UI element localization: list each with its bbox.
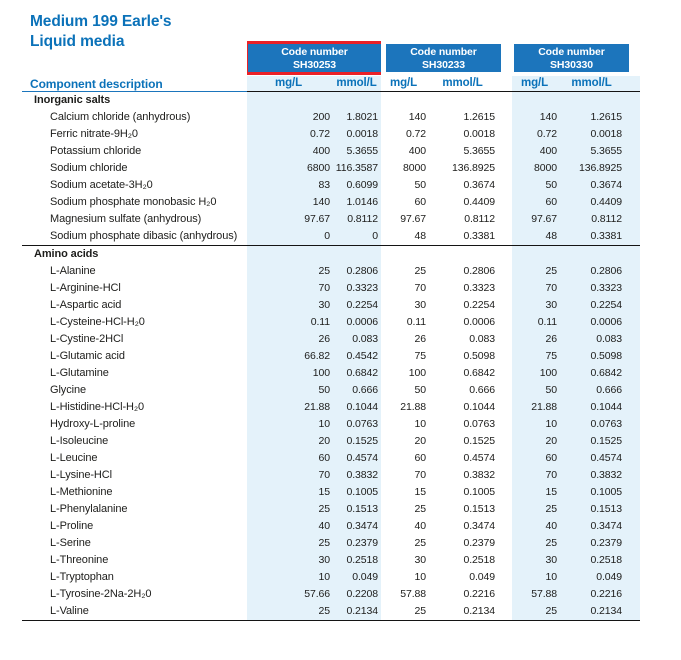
table-row <box>22 109 640 126</box>
value-cell: 0.1525 <box>561 433 640 450</box>
value-cell: 0.2254 <box>335 297 381 314</box>
value-cell: 0.0018 <box>463 128 495 140</box>
value-cell: 0.1044 <box>463 401 495 413</box>
value-cell: 60 <box>247 450 335 467</box>
value-cell: 25 <box>512 535 561 552</box>
component-name: Potassium chloride <box>50 145 142 157</box>
value-cell: 0.11 <box>247 314 335 331</box>
table-row <box>22 382 640 399</box>
component-name: L-Isoleucine <box>50 435 109 447</box>
value-cell: 0.1513 <box>463 503 495 515</box>
value-cell: 0.5098 <box>561 348 640 365</box>
value-cell: 50 <box>512 382 561 399</box>
value-cell: 30 <box>414 299 426 311</box>
table-row <box>22 603 640 621</box>
component-name: L-Serine <box>50 537 91 549</box>
value-cell: 0.0006 <box>561 314 640 331</box>
value-cell: 0.2518 <box>335 552 381 569</box>
value-cell: 10 <box>512 569 561 586</box>
value-cell: 50 <box>247 382 335 399</box>
table-row <box>22 535 640 552</box>
value-cell: 25 <box>414 537 426 549</box>
value-cell: 21.88 <box>247 399 335 416</box>
value-cell: 0.3674 <box>561 177 640 194</box>
value-cell: 20 <box>414 435 426 447</box>
value-cell: 5.3655 <box>561 143 640 160</box>
unit-header-row <box>22 76 640 92</box>
value-cell: 25 <box>414 503 426 515</box>
table-row <box>22 586 640 603</box>
value-cell: 25 <box>247 263 335 280</box>
value-cell: 0.2806 <box>463 265 495 277</box>
value-cell: 21.88 <box>400 401 426 413</box>
value-cell: 0.2379 <box>463 537 495 549</box>
section-band-cell <box>335 92 381 109</box>
value-cell: 100 <box>408 367 426 379</box>
value-cell: 83 <box>247 177 335 194</box>
table-row <box>22 552 640 569</box>
value-cell: 0.666 <box>469 384 495 396</box>
table-row <box>22 484 640 501</box>
value-cell: 0.3474 <box>335 518 381 535</box>
value-cell: 25 <box>512 501 561 518</box>
value-cell: 0.0018 <box>561 126 640 143</box>
value-cell: 25 <box>247 501 335 518</box>
value-cell: 57.88 <box>400 588 426 600</box>
component-name: Ferric nitrate-9H₂0 <box>50 128 138 140</box>
value-cell: 0.6842 <box>561 365 640 382</box>
section-band-cell <box>247 246 335 263</box>
section-band-cell <box>335 246 381 263</box>
value-cell: 116.3587 <box>335 160 381 177</box>
table-row <box>22 365 640 382</box>
value-cell: 5.3655 <box>335 143 381 160</box>
value-cell: 0.2134 <box>463 605 495 617</box>
value-cell: 1.8021 <box>335 109 381 126</box>
value-cell: 0.0006 <box>463 316 495 328</box>
value-cell: 0.1525 <box>335 433 381 450</box>
section-band-cell <box>381 246 430 263</box>
value-cell: 1.2615 <box>463 111 495 123</box>
value-cell: 0.11 <box>406 316 426 328</box>
value-cell: 40 <box>414 520 426 532</box>
page-title-line2: Liquid media <box>30 33 125 50</box>
value-cell: 100 <box>247 365 335 382</box>
component-name: L-Phenylalanine <box>50 503 128 515</box>
component-name: Sodium phosphate dibasic (anhydrous) <box>50 230 238 242</box>
value-cell: 26 <box>414 333 426 345</box>
value-cell: 15 <box>512 484 561 501</box>
table-row <box>22 348 640 365</box>
value-cell: 0.3381 <box>561 228 640 245</box>
value-cell: 0.2518 <box>561 552 640 569</box>
value-cell: 0.1005 <box>463 486 495 498</box>
table-row <box>22 211 640 228</box>
value-cell: 1.2615 <box>561 109 640 126</box>
value-cell: 70 <box>247 280 335 297</box>
value-cell: 0.2379 <box>561 535 640 552</box>
value-cell: 0.4409 <box>561 194 640 211</box>
value-cell: 70 <box>414 469 426 481</box>
value-cell: 97.67 <box>512 211 561 228</box>
value-cell: 60 <box>414 452 426 464</box>
table-row <box>22 433 640 450</box>
value-cell: 0.666 <box>335 382 381 399</box>
value-cell: 10 <box>512 416 561 433</box>
value-cell: 140 <box>408 111 426 123</box>
value-cell: 0.2208 <box>335 586 381 603</box>
unit-header: mg/L <box>381 76 430 92</box>
value-cell: 136.8925 <box>561 160 640 177</box>
value-cell: 40 <box>512 518 561 535</box>
value-cell: 60 <box>512 194 561 211</box>
value-cell: 0.8112 <box>335 211 381 228</box>
value-cell: 0.2134 <box>335 603 381 620</box>
unit-header: mmol/L <box>430 76 512 92</box>
value-cell: 57.88 <box>512 586 561 603</box>
code-number-value: SH30233 <box>421 58 466 71</box>
component-name: L-Alanine <box>50 265 96 277</box>
unit-header: mmol/L <box>561 76 640 92</box>
value-cell: 0.72 <box>247 126 335 143</box>
table-row <box>22 314 640 331</box>
table-row <box>22 194 640 211</box>
value-cell: 0.2518 <box>463 554 495 566</box>
value-cell: 6800 <box>247 160 335 177</box>
value-cell: 48 <box>512 228 561 245</box>
value-cell: 26 <box>247 331 335 348</box>
value-cell: 8000 <box>512 160 561 177</box>
section-band-cell <box>430 92 512 109</box>
value-cell: 400 <box>512 143 561 160</box>
value-cell: 0.1513 <box>561 501 640 518</box>
value-cell: 66.82 <box>247 348 335 365</box>
value-cell: 70 <box>247 467 335 484</box>
value-cell: 0.3474 <box>561 518 640 535</box>
table-row <box>22 399 640 416</box>
component-name: L-Aspartic acid <box>50 299 122 311</box>
value-cell: 8000 <box>403 162 426 174</box>
section-band-cell <box>512 246 561 263</box>
value-cell: 50 <box>414 179 426 191</box>
component-name: L-Valine <box>50 605 89 617</box>
section-band-cell <box>430 246 512 263</box>
value-cell: 0.2254 <box>561 297 640 314</box>
value-cell: 30 <box>247 297 335 314</box>
value-cell: 50 <box>512 177 561 194</box>
value-cell: 0.5098 <box>463 350 495 362</box>
value-cell: 0.0763 <box>463 418 495 430</box>
value-cell: 10 <box>414 418 426 430</box>
value-cell: 0.049 <box>469 571 495 583</box>
component-name: L-Lysine-HCl <box>50 469 112 481</box>
value-cell: 0.3674 <box>463 179 495 191</box>
value-cell: 0.666 <box>561 382 640 399</box>
component-name: Sodium acetate-3H₂0 <box>50 179 153 191</box>
value-cell: 40 <box>247 518 335 535</box>
value-cell: 0.4409 <box>463 196 495 208</box>
section-row <box>22 92 640 109</box>
value-cell: 0.2216 <box>561 586 640 603</box>
table-row <box>22 501 640 518</box>
table-row <box>22 331 640 348</box>
section-band-cell <box>247 92 335 109</box>
section-band-cell <box>561 92 640 109</box>
value-cell: 0.6099 <box>335 177 381 194</box>
value-cell: 25 <box>512 263 561 280</box>
value-cell: 0 <box>335 228 381 245</box>
component-name: L-Cystine-2HCl <box>50 333 124 345</box>
component-name: L-Methionine <box>50 486 113 498</box>
section-title: Inorganic salts <box>34 94 111 106</box>
component-name: Magnesium sulfate (anhydrous) <box>50 213 202 225</box>
table-row <box>22 177 640 194</box>
component-name: Sodium chloride <box>50 162 128 174</box>
value-cell: 0.1044 <box>335 399 381 416</box>
value-cell: 0.3832 <box>561 467 640 484</box>
value-cell: 30 <box>512 552 561 569</box>
value-cell: 0.4574 <box>335 450 381 467</box>
value-cell: 0.3832 <box>335 467 381 484</box>
component-description-header: Component description <box>22 77 247 92</box>
unit-header: mmol/L <box>335 76 381 92</box>
code-number-label: Code number <box>281 46 348 58</box>
value-cell: 0.083 <box>561 331 640 348</box>
value-cell: 60 <box>512 450 561 467</box>
value-cell: 200 <box>247 109 335 126</box>
value-cell: 0.0018 <box>335 126 381 143</box>
table-row <box>22 280 640 297</box>
table-row <box>22 297 640 314</box>
unit-header: mg/L <box>512 76 561 92</box>
value-cell: 25 <box>414 605 426 617</box>
table-row <box>22 450 640 467</box>
value-cell: 21.88 <box>512 399 561 416</box>
value-cell: 70 <box>414 282 426 294</box>
value-cell: 0.72 <box>405 128 426 140</box>
value-cell: 48 <box>414 230 426 242</box>
value-cell: 0.8112 <box>464 213 495 225</box>
value-cell: 0.1005 <box>561 484 640 501</box>
table-row <box>22 416 640 433</box>
value-cell: 400 <box>247 143 335 160</box>
value-cell: 0.0763 <box>561 416 640 433</box>
value-cell: 20 <box>247 433 335 450</box>
value-cell: 26 <box>512 331 561 348</box>
value-cell: 0.2254 <box>463 299 495 311</box>
component-name: L-Proline <box>50 520 94 532</box>
value-cell: 20 <box>512 433 561 450</box>
value-cell: 25 <box>512 603 561 620</box>
section-band-cell <box>381 92 430 109</box>
value-cell: 0.3474 <box>463 520 495 532</box>
value-cell: 30 <box>414 554 426 566</box>
value-cell: 400 <box>408 145 426 157</box>
section-band-cell <box>512 92 561 109</box>
unit-header: mg/L <box>247 76 335 92</box>
value-cell: 50 <box>414 384 426 396</box>
value-cell: 0.4542 <box>335 348 381 365</box>
table-row <box>22 228 640 245</box>
value-cell: 0.6842 <box>335 365 381 382</box>
value-cell: 140 <box>512 109 561 126</box>
table-row <box>22 263 640 280</box>
table-row <box>22 126 640 143</box>
value-cell: 10 <box>247 416 335 433</box>
page-title <box>30 12 681 52</box>
value-cell: 30 <box>247 552 335 569</box>
value-cell: 15 <box>247 484 335 501</box>
value-cell: 15 <box>414 486 426 498</box>
value-cell: 0 <box>247 228 335 245</box>
value-cell: 75 <box>414 350 426 362</box>
component-name: L-Cysteine-HCl-H₂0 <box>50 316 145 328</box>
value-cell: 0.2806 <box>335 263 381 280</box>
component-name: L-Arginine-HCl <box>50 282 121 294</box>
value-cell: 0.4574 <box>561 450 640 467</box>
value-cell: 0.2216 <box>463 588 495 600</box>
value-cell: 0.1525 <box>463 435 495 447</box>
value-cell: 0.6842 <box>463 367 495 379</box>
value-cell: 0.4574 <box>463 452 495 464</box>
table-body <box>22 92 640 621</box>
code-number-label: Code number <box>538 46 605 58</box>
value-cell: 0.1513 <box>335 501 381 518</box>
value-cell: 0.2379 <box>335 535 381 552</box>
value-cell: 0.083 <box>335 331 381 348</box>
value-cell: 0.72 <box>512 126 561 143</box>
media-formulation-table <box>22 40 640 621</box>
value-cell: 140 <box>247 194 335 211</box>
value-cell: 0.049 <box>561 569 640 586</box>
component-name: L-Glutamine <box>50 367 109 379</box>
component-name: L-Tyrosine-2Na-2H₂0 <box>50 588 152 600</box>
value-cell: 25 <box>247 603 335 620</box>
value-cell: 0.0006 <box>335 314 381 331</box>
value-cell: 0.8112 <box>561 211 640 228</box>
value-cell: 97.67 <box>400 213 426 225</box>
value-cell: 10 <box>414 571 426 583</box>
component-name: Hydroxy-L-proline <box>50 418 136 430</box>
value-cell: 0.3381 <box>463 230 495 242</box>
page-title-line1: Medium 199 Earle's <box>30 13 172 30</box>
value-cell: 0.3323 <box>561 280 640 297</box>
section-title: Amino acids <box>34 248 99 260</box>
value-cell: 5.3655 <box>463 145 495 157</box>
value-cell: 0.2806 <box>561 263 640 280</box>
value-cell: 0.083 <box>469 333 495 345</box>
value-cell: 75 <box>512 348 561 365</box>
value-cell: 0.3832 <box>463 469 495 481</box>
component-name: Calcium chloride (anhydrous) <box>50 111 191 123</box>
value-cell: 70 <box>512 467 561 484</box>
value-cell: 0.3323 <box>463 282 495 294</box>
component-name: L-Tryptophan <box>50 571 114 583</box>
table-row <box>22 569 640 586</box>
value-cell: 0.1005 <box>335 484 381 501</box>
value-cell: 0.3323 <box>335 280 381 297</box>
code-number-label: Code number <box>410 46 477 58</box>
component-name: L-Histidine-HCl-H₂0 <box>50 401 145 413</box>
value-cell: 57.66 <box>247 586 335 603</box>
value-cell: 97.67 <box>247 211 335 228</box>
code-number-value: SH30253 <box>292 58 337 71</box>
value-cell: 0.049 <box>335 569 381 586</box>
table-row <box>22 143 640 160</box>
component-name: Glycine <box>50 384 86 396</box>
value-cell: 1.0146 <box>335 194 381 211</box>
section-band-cell <box>561 246 640 263</box>
component-name: L-Threonine <box>50 554 109 566</box>
value-cell: 0.1044 <box>561 399 640 416</box>
table-row <box>22 467 640 484</box>
value-cell: 60 <box>414 196 426 208</box>
value-cell: 0.11 <box>512 314 561 331</box>
table-row <box>22 518 640 535</box>
value-cell: 25 <box>247 535 335 552</box>
component-name: Sodium phosphate monobasic H₂0 <box>50 196 217 208</box>
value-cell: 25 <box>414 265 426 277</box>
value-cell: 0.0763 <box>335 416 381 433</box>
table-row <box>22 160 640 177</box>
value-cell: 70 <box>512 280 561 297</box>
component-name: L-Glutamic acid <box>50 350 125 362</box>
value-cell: 10 <box>247 569 335 586</box>
component-name: L-Leucine <box>50 452 98 464</box>
value-cell: 136.8925 <box>452 162 495 174</box>
value-cell: 100 <box>512 365 561 382</box>
code-number-value: SH30330 <box>549 58 594 71</box>
value-cell: 0.2134 <box>561 603 640 620</box>
section-row <box>22 245 640 263</box>
value-cell: 30 <box>512 297 561 314</box>
